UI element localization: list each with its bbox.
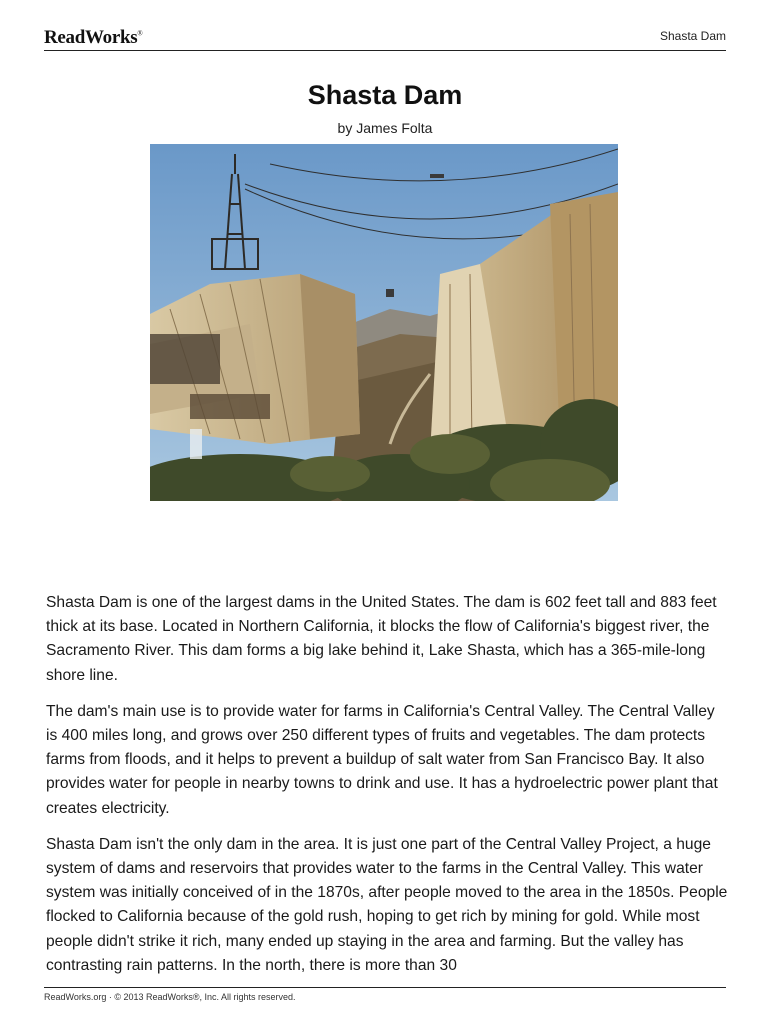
page-header <box>44 24 726 51</box>
logo-text: ReadWorks <box>44 27 138 48</box>
readworks-logo <box>44 27 142 49</box>
article-byline: by James Folta <box>337 120 433 136</box>
running-title: Shasta Dam <box>659 29 726 43</box>
paragraph-3: Shasta Dam isn't the only dam in the area. It is just one part of the Central Valley Project, a huge system of dams and reservoirs that provides water to the farms in the Central Valley. This water system was initially conceived of in the 1870s, after people moved to the area in the 1850s. People flocked to California because of the gold rush, hoping to get rich by mining for gold. While most people didn't strike it rich, many ended up staying in the area and farming. But the valley has contrasting rain patterns. In the north, there is more than 30 <box>46 835 728 974</box>
dam-construction-photo <box>150 144 618 501</box>
paragraph-2: The dam's main use is to provide water for farms in California's Central Valley. The Central Valley is 400 miles long, and grows over 250 different types of fruits and vegetables. The dam protects farms from floods, and it helps to prevent a buildup of salt water from San Francisco Bay. It also provides water for people in nearby towns to drink and use. It has a hydroelectric power plant that creates electricity. <box>46 702 718 817</box>
logo-registered-mark: ® <box>137 29 143 38</box>
page-footer: ReadWorks.org · © 2013 ReadWorks®, Inc. All rights reserved. <box>44 987 726 1002</box>
article-body <box>46 591 730 990</box>
article-title: Shasta Dam <box>307 80 463 110</box>
paragraph-1: Shasta Dam is one of the largest dams in the United States. The dam is 602 feet tall and 883 feet thick at its base. Located in Northern California, it blocks the flow of California's biggest river, the Sacramento River. This dam forms a big lake behind it, Lake Shasta, which has a 365-mile-long shore line. <box>46 594 717 684</box>
